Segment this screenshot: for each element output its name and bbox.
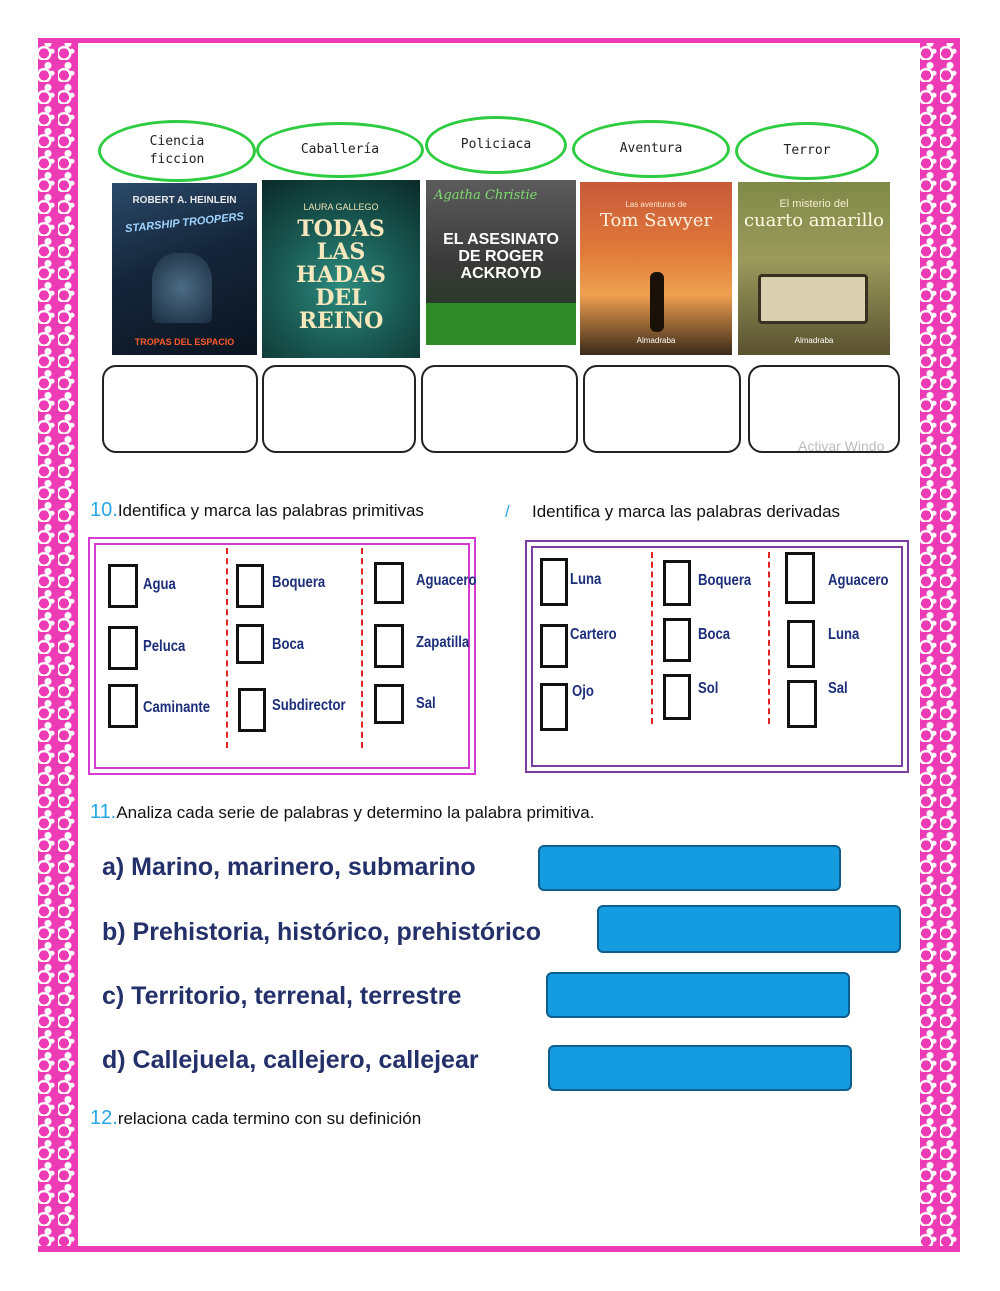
checkbox-sal[interactable] bbox=[374, 684, 404, 724]
book-cover-cuarto-amarillo bbox=[738, 182, 890, 355]
word-label: Cartero bbox=[570, 626, 617, 643]
book-author: LAURA GALLEGO bbox=[303, 202, 379, 212]
series-d: d) Callejuela, callejero, callejear bbox=[102, 1046, 479, 1074]
answer-box-4[interactable] bbox=[583, 365, 741, 453]
checkbox-agua[interactable] bbox=[108, 564, 138, 608]
book-title-small: El misterio del bbox=[779, 198, 849, 210]
checkbox-zapatilla[interactable] bbox=[374, 624, 404, 668]
word-label: Luna bbox=[828, 626, 860, 643]
answer-box-1[interactable] bbox=[102, 365, 258, 453]
genre-label-aventura[interactable]: Aventura bbox=[572, 120, 730, 178]
word-label: Subdirector bbox=[272, 697, 346, 714]
answer-box-3[interactable] bbox=[421, 365, 578, 453]
book-illustration bbox=[152, 253, 212, 323]
book-cover-tom-sawyer bbox=[580, 182, 732, 355]
word-label: Aguacero bbox=[416, 572, 477, 589]
book-title: TODAS LAS HADAS DEL REINO bbox=[296, 216, 386, 335]
answer-input-d[interactable] bbox=[548, 1045, 852, 1091]
word-label: Sol bbox=[698, 680, 719, 697]
book-publisher: Almadraba bbox=[636, 336, 676, 345]
word-label: Boquera bbox=[272, 574, 326, 591]
book-band bbox=[426, 303, 576, 345]
checkbox-caminante[interactable] bbox=[108, 684, 138, 728]
book-title: EL ASESINATO DE ROGER ACKROYD bbox=[443, 231, 559, 282]
word-label: Aguacero bbox=[828, 572, 889, 589]
question-text-right: Identifica y marca las palabras derivadas bbox=[532, 502, 841, 521]
book-publisher: Almadraba bbox=[794, 336, 834, 345]
question-number: 11. bbox=[90, 801, 117, 823]
book-title: Tom Sawyer bbox=[599, 210, 713, 231]
book-figure bbox=[650, 272, 664, 332]
book-title: STARSHIP TROOPERS bbox=[124, 210, 245, 236]
checkbox-boca[interactable] bbox=[236, 624, 264, 664]
checkbox-subdirector[interactable] bbox=[238, 688, 266, 732]
checkbox-aguacero[interactable] bbox=[374, 562, 404, 604]
decorative-border-left bbox=[38, 38, 78, 1252]
word-label: Caminante bbox=[143, 699, 211, 716]
checkbox-luna-derivada[interactable] bbox=[787, 620, 815, 668]
word-label: Luna bbox=[570, 571, 602, 588]
word-label: Boca bbox=[698, 626, 731, 643]
question-number: 10. bbox=[90, 499, 118, 521]
checkbox-luna[interactable] bbox=[540, 558, 568, 606]
question-12-heading bbox=[90, 1107, 421, 1130]
book-subtitle: TROPAS DEL ESPACIO bbox=[134, 337, 235, 347]
checkbox-sol[interactable] bbox=[663, 674, 691, 720]
answer-input-b[interactable] bbox=[597, 905, 901, 953]
series-a: a) Marino, marinero, submarino bbox=[102, 853, 476, 881]
question-11-heading bbox=[90, 801, 594, 824]
genre-label-terror[interactable]: Terror bbox=[735, 122, 879, 180]
series-c: c) Territorio, terrenal, terrestre bbox=[102, 982, 462, 1010]
question-text-left: Identifica y marca las palabras primitivas bbox=[117, 501, 424, 520]
question-10-heading bbox=[90, 499, 424, 522]
checkbox-boca-derivada[interactable] bbox=[663, 618, 691, 662]
question-number: 12. bbox=[90, 1107, 118, 1129]
answer-input-c[interactable] bbox=[546, 972, 850, 1018]
decorative-border-bottom bbox=[38, 1246, 960, 1252]
genre-label-caballeria[interactable]: Caballería bbox=[256, 122, 424, 178]
checkbox-boquera[interactable] bbox=[236, 564, 264, 608]
checkbox-peluca[interactable] bbox=[108, 626, 138, 670]
book-title: cuarto amarillo bbox=[743, 210, 885, 231]
column-divider bbox=[361, 548, 363, 748]
activation-watermark: Activar Windo bbox=[798, 438, 885, 454]
question-text: relaciona cada termino con su definición bbox=[117, 1109, 422, 1128]
word-label: Sal bbox=[828, 680, 848, 697]
book-author: Agatha Christie bbox=[434, 188, 538, 203]
book-cover-todas-las-hadas bbox=[262, 180, 420, 358]
decorative-border-top bbox=[38, 38, 960, 43]
word-label: Agua bbox=[143, 576, 176, 593]
checkbox-ojo[interactable] bbox=[540, 683, 568, 731]
word-label: Ojo bbox=[572, 683, 594, 700]
column-divider bbox=[768, 552, 770, 724]
word-label: Boca bbox=[272, 636, 305, 653]
book-cover-starship-troopers bbox=[112, 183, 257, 355]
checkbox-boquera-derivada[interactable] bbox=[663, 560, 691, 606]
word-label: Boquera bbox=[698, 572, 752, 589]
book-title-small: Las aventuras de bbox=[625, 200, 687, 209]
decorative-border-right bbox=[920, 38, 960, 1252]
genre-label-policiaca[interactable]: Policiaca bbox=[425, 116, 567, 174]
word-label: Peluca bbox=[143, 638, 186, 655]
checkbox-cartero[interactable] bbox=[540, 624, 568, 668]
genre-label-ciencia-ficcion[interactable]: Ciencia ficcion bbox=[98, 120, 256, 182]
column-divider bbox=[226, 548, 228, 748]
word-label: Zapatilla bbox=[416, 634, 470, 651]
answer-box-2[interactable] bbox=[262, 365, 416, 453]
answer-input-a[interactable] bbox=[538, 845, 841, 891]
book-author: ROBERT A. HEINLEIN bbox=[132, 195, 237, 206]
checkbox-aguacero-derivada[interactable] bbox=[785, 552, 815, 604]
title-separator: / bbox=[505, 502, 510, 521]
question-text: Analiza cada serie de palabras y determino la palabra primitiva. bbox=[116, 803, 595, 822]
checkbox-sal-derivada[interactable] bbox=[787, 680, 817, 728]
column-divider bbox=[651, 552, 653, 724]
book-illustration bbox=[758, 274, 868, 324]
word-label: Sal bbox=[416, 695, 436, 712]
series-b: b) Prehistoria, histórico, prehistórico bbox=[102, 918, 541, 946]
book-cover-roger-ackroyd bbox=[426, 180, 576, 345]
